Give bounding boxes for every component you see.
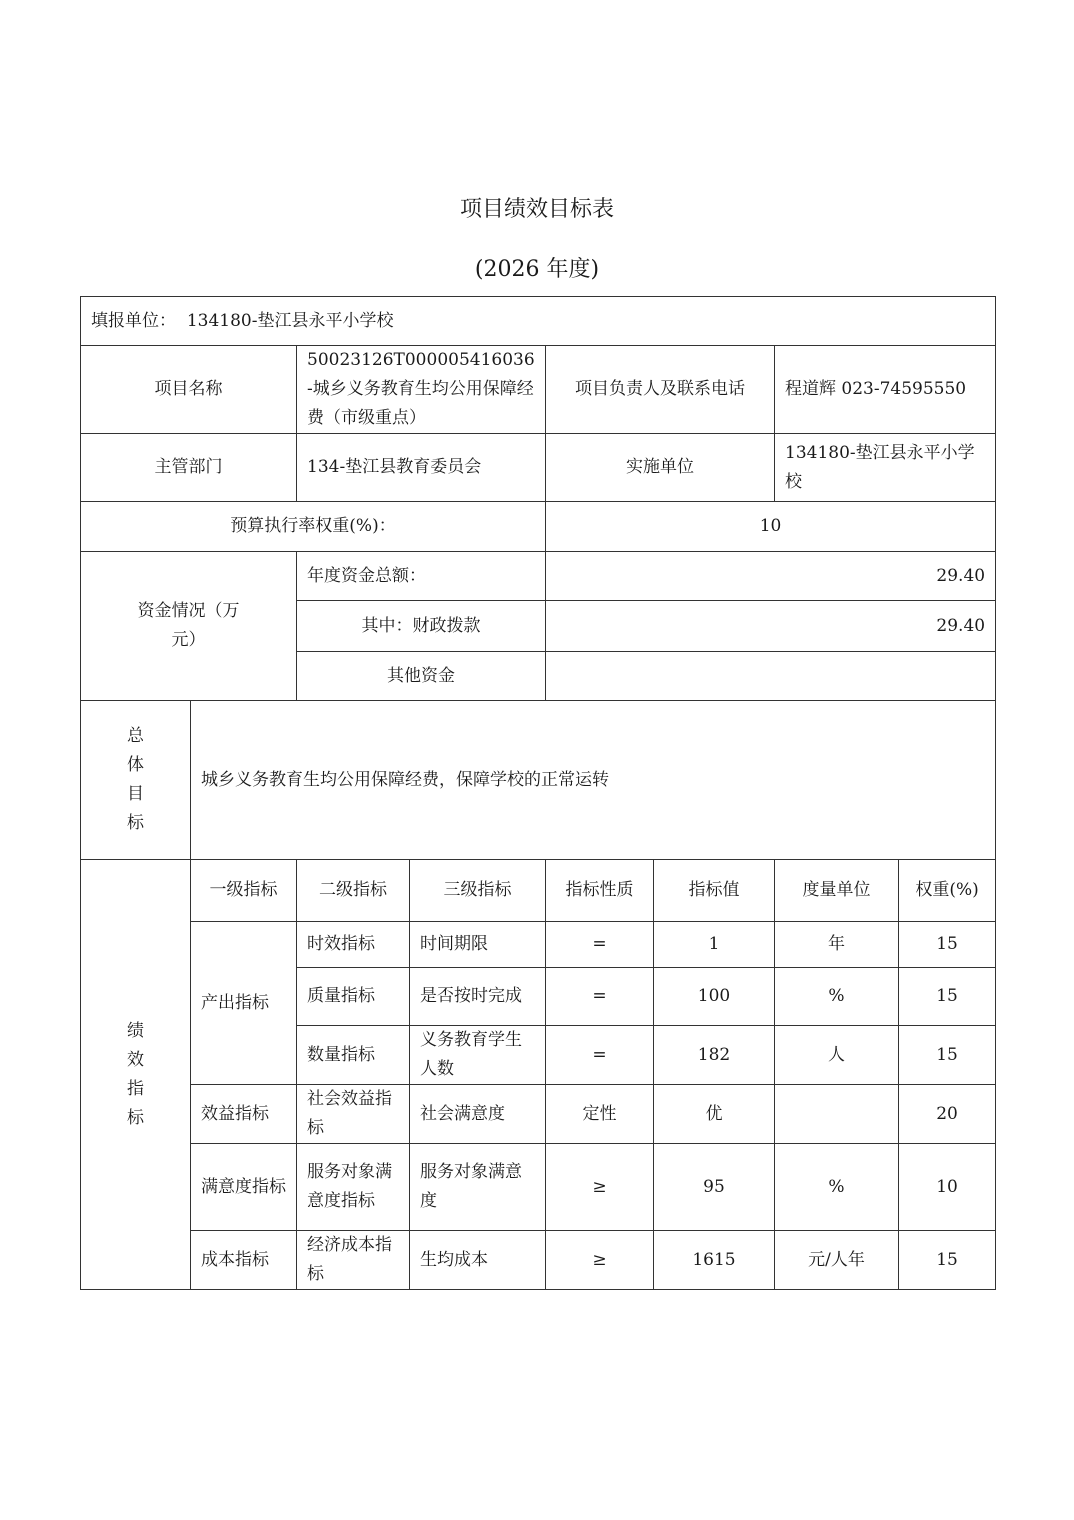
- funds-label: 资金情况（万元）: [81, 552, 297, 701]
- header-unit: 度量单位: [775, 860, 899, 922]
- value-cell: 1615: [654, 1231, 775, 1290]
- header-l1: 一级指标: [191, 860, 297, 922]
- l1-cell: 效益指标: [191, 1085, 297, 1144]
- value-cell: 182: [654, 1026, 775, 1085]
- contact-label: 项目负责人及联系电话: [546, 346, 775, 434]
- table-row: [81, 1144, 996, 1231]
- funds-fiscal-value: 29.40: [546, 601, 996, 652]
- unit-cell: %: [775, 1144, 899, 1231]
- header-l2: 二级指标: [297, 860, 410, 922]
- l3-cell: 生均成本: [410, 1231, 546, 1290]
- weight-cell: 10: [899, 1144, 996, 1231]
- impl-value: 134180-垫江县永平小学校: [775, 434, 996, 502]
- table-row: [81, 1085, 996, 1144]
- value-cell: 100: [654, 968, 775, 1026]
- l1-cell: 满意度指标: [191, 1144, 297, 1231]
- nature-cell: =: [546, 968, 654, 1026]
- table-row: [81, 922, 996, 968]
- document-subtitle: (2026 年度): [474, 257, 600, 282]
- unit-cell: 年: [775, 922, 899, 968]
- l1-cell: 成本指标: [191, 1231, 297, 1290]
- l2-cell: 社会效益指标: [297, 1085, 410, 1144]
- value-cell: 1: [654, 922, 775, 968]
- nature-cell: =: [546, 1026, 654, 1085]
- unit-cell: 人: [775, 1026, 899, 1085]
- l2-cell: 质量指标: [297, 968, 410, 1026]
- header-weight: 权重(%): [899, 860, 996, 922]
- weight-cell: 15: [899, 1231, 996, 1290]
- project-name-value: 50023126T000005416036-城乡义务教育生均公用保障经费（市级重点）: [297, 346, 546, 434]
- funds-total-label: 年度资金总额：: [297, 552, 546, 601]
- funds-total-value: 29.40: [546, 552, 996, 601]
- l2-cell: 经济成本指标: [297, 1231, 410, 1290]
- nature-cell: 定性: [546, 1085, 654, 1144]
- unit-cell: 元/人年: [775, 1231, 899, 1290]
- funds-other-label: 其他资金: [297, 652, 546, 701]
- l2-cell: 时效指标: [297, 922, 410, 968]
- value-cell: 优: [654, 1085, 775, 1144]
- reporting-unit: 填报单位： 134180-垫江县永平小学校: [81, 297, 996, 346]
- budget-rate-value: 10: [546, 502, 996, 552]
- nature-cell: =: [546, 922, 654, 968]
- dept-label: 主管部门: [81, 434, 297, 502]
- table-row: [81, 1231, 996, 1290]
- weight-cell: 15: [899, 968, 996, 1026]
- l3-cell: 服务对象满意度: [410, 1144, 546, 1231]
- funds-other-value: [546, 652, 996, 701]
- header-value: 指标值: [654, 860, 775, 922]
- l2-cell: 数量指标: [297, 1026, 410, 1085]
- l1-cell: 产出指标: [191, 922, 297, 1085]
- nature-cell: ≥: [546, 1231, 654, 1290]
- value-cell: 95: [654, 1144, 775, 1231]
- header-nature: 指标性质: [546, 860, 654, 922]
- perf-label: 绩效指标: [81, 860, 191, 1290]
- weight-cell: 20: [899, 1085, 996, 1144]
- weight-cell: 15: [899, 1026, 996, 1085]
- header-l3: 三级指标: [410, 860, 546, 922]
- performance-table: [80, 296, 996, 1290]
- unit-cell: [775, 1085, 899, 1144]
- nature-cell: ≥: [546, 1144, 654, 1231]
- l3-cell: 时间期限: [410, 922, 546, 968]
- impl-label: 实施单位: [546, 434, 775, 502]
- dept-value: 134-垫江县教育委员会: [297, 434, 546, 502]
- document-title: 项目绩效目标表: [459, 197, 614, 222]
- project-name-label: 项目名称: [81, 346, 297, 434]
- funds-fiscal-label: 其中：财政拨款: [297, 601, 546, 652]
- unit-cell: %: [775, 968, 899, 1026]
- budget-rate-label: 预算执行率权重(%)：: [81, 502, 546, 552]
- l3-cell: 社会满意度: [410, 1085, 546, 1144]
- weight-cell: 15: [899, 922, 996, 968]
- l3-cell: 义务教育学生人数: [410, 1026, 546, 1085]
- goal-label: 总体目标: [81, 701, 191, 860]
- contact-value: 程道辉 023-74595550: [775, 346, 996, 434]
- goal-value: 城乡义务教育生均公用保障经费，保障学校的正常运转: [191, 701, 996, 860]
- l2-cell: 服务对象满意度指标: [297, 1144, 410, 1231]
- l3-cell: 是否按时完成: [410, 968, 546, 1026]
